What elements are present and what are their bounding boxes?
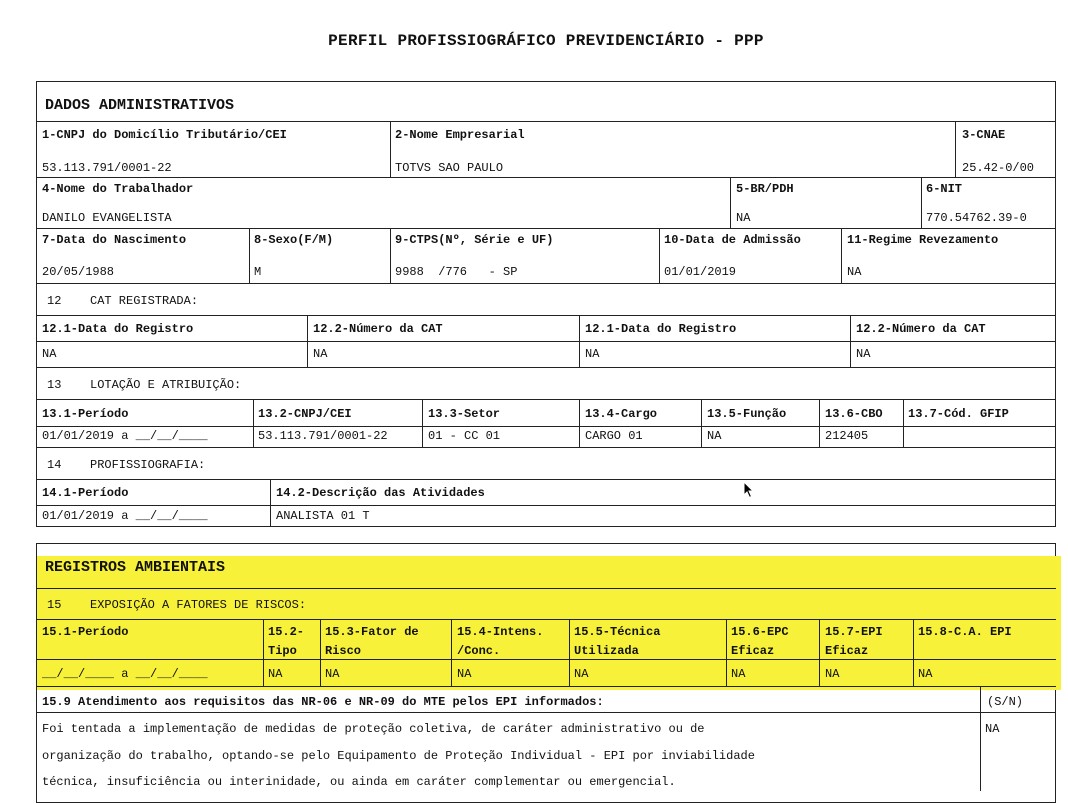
cat-registration-date-value: NA <box>42 347 57 361</box>
section-12-title: CAT REGISTRADA: <box>90 294 199 308</box>
ctps-label: 9-CTPS(Nº, Série e UF) <box>395 233 554 247</box>
nit-label: 6-NIT <box>926 182 963 196</box>
yes-no-label: (S/N) <box>987 695 1024 709</box>
section-13-number: 13 <box>47 378 62 392</box>
cnpj-value: 53.113.791/0001-22 <box>42 161 172 175</box>
technique-label-line2: Utilizada <box>574 644 639 658</box>
sex-value: M <box>254 265 262 279</box>
epc-effective-value: NA <box>731 667 746 681</box>
company-name-value: TOTVS SAO PAULO <box>395 161 504 175</box>
allocation-cnpj-value: 53.113.791/0001-22 <box>258 429 388 443</box>
cnae-value: 25.42-0/00 <box>962 161 1035 175</box>
cnpj-label: 1-CNPJ do Domicílio Tributário/CEI <box>42 128 287 142</box>
section-13-title: LOTAÇÃO E ATRIBUIÇÃO: <box>90 378 242 392</box>
cat-number-value: NA <box>313 347 328 361</box>
risk-factor-value: NA <box>325 667 340 681</box>
mouse-pointer-icon <box>743 481 755 499</box>
admission-date-value: 01/01/2019 <box>664 265 737 279</box>
epi-ca-label: 15.8-C.A. EPI <box>918 625 1012 639</box>
statement-line-1: Foi tentada a implementação de medidas de proteção coletiva, de caráter administrativo ou de <box>42 722 705 736</box>
technique-label-line1: 15.5-Técnica <box>574 625 661 639</box>
risk-factor-label-line1: 15.3-Fator de <box>325 625 419 639</box>
section-15-number: 15 <box>47 598 62 612</box>
cbo-label: 13.6-CBO <box>825 407 883 421</box>
gfip-code-label: 13.7-Cód. GFIP <box>908 407 1009 421</box>
worker-name-label: 4-Nome do Trabalhador <box>42 182 194 196</box>
intensity-label-line2: /Conc. <box>457 644 501 658</box>
activity-description-value: ANALISTA 01 T <box>276 509 370 523</box>
epc-effective-label-line1: 15.6-EPC <box>731 625 789 639</box>
br-pdh-value: NA <box>736 211 751 225</box>
epi-effective-label-line2: Eficaz <box>825 644 869 658</box>
nr-requirements-label: 15.9 Atendimento aos requisitos das NR-06 e NR-09 do MTE pelos EPI informados: <box>42 695 604 709</box>
statement-line-2: organização do trabalho, optando-se pelo Equipamento de Proteção Individual - EPI por inviabilidade <box>42 749 755 763</box>
risk-period-label: 15.1-Período <box>42 625 129 639</box>
yes-no-value: NA <box>985 722 1000 736</box>
function-value: NA <box>707 429 722 443</box>
intensity-value: NA <box>457 667 472 681</box>
cnae-label: 3-CNAE <box>962 128 1006 142</box>
sex-label: 8-Sexo(F/M) <box>254 233 334 247</box>
birth-date-label: 7-Data do Nascimento <box>42 233 187 247</box>
sector-label: 13.3-Setor <box>428 407 501 421</box>
technique-value: NA <box>574 667 589 681</box>
sector-value: 01 - CC 01 <box>428 429 501 443</box>
risk-type-label-line2: Tipo <box>268 644 297 658</box>
allocation-period-label: 13.1-Período <box>42 407 129 421</box>
epi-effective-label-line1: 15.7-EPI <box>825 625 883 639</box>
section-14-title: PROFISSIOGRAFIA: <box>90 458 206 472</box>
birth-date-value: 20/05/1988 <box>42 265 115 279</box>
section-15-title: EXPOSIÇÃO A FATORES DE RISCOS: <box>90 598 307 612</box>
worker-name-value: DANILO EVANGELISTA <box>42 211 172 225</box>
shift-regime-label: 11-Regime Revezamento <box>847 233 999 247</box>
admin-heading: DADOS ADMINISTRATIVOS <box>45 97 235 114</box>
admission-date-label: 10-Data de Admissão <box>664 233 801 247</box>
professiography-period-value: 01/01/2019 a __/__/____ <box>42 509 208 523</box>
cat-registration-date-label: 12.1-Data do Registro <box>42 322 194 336</box>
cat-number-2-label: 12.2-Número da CAT <box>856 322 986 336</box>
epi-ca-value: NA <box>918 667 933 681</box>
br-pdh-label: 5-BR/PDH <box>736 182 794 196</box>
document-title: PERFIL PROFISSIOGRÁFICO PREVIDENCIÁRIO - PPP <box>328 32 764 50</box>
environmental-heading: REGISTROS AMBIENTAIS <box>45 559 226 576</box>
risk-factor-label-line2: Risco <box>325 644 362 658</box>
cat-number-2-value: NA <box>856 347 871 361</box>
function-label: 13.5-Função <box>707 407 787 421</box>
shift-regime-value: NA <box>847 265 862 279</box>
section-12-number: 12 <box>47 294 62 308</box>
cat-number-label: 12.2-Número da CAT <box>313 322 443 336</box>
cat-registration-date-2-label: 12.1-Data do Registro <box>585 322 737 336</box>
allocation-cnpj-label: 13.2-CNPJ/CEI <box>258 407 352 421</box>
intensity-label-line1: 15.4-Intens. <box>457 625 544 639</box>
company-name-label: 2-Nome Empresarial <box>395 128 525 142</box>
cat-registration-date-2-value: NA <box>585 347 600 361</box>
allocation-period-value: 01/01/2019 a __/__/____ <box>42 429 208 443</box>
epc-effective-label-line2: Eficaz <box>731 644 775 658</box>
epi-effective-value: NA <box>825 667 840 681</box>
position-label: 13.4-Cargo <box>585 407 658 421</box>
activity-description-label: 14.2-Descrição das Atividades <box>276 486 485 500</box>
ctps-value: 9988 /776 - SP <box>395 265 518 279</box>
position-value: CARGO 01 <box>585 429 643 443</box>
risk-period-value: __/__/____ a __/__/____ <box>42 667 208 681</box>
risk-type-label-line1: 15.2- <box>268 625 305 639</box>
professiography-period-label: 14.1-Período <box>42 486 129 500</box>
statement-line-3: técnica, insuficiência ou interinidade, ou ainda em caráter complementar ou emergencial. <box>42 775 676 789</box>
risk-type-value: NA <box>268 667 283 681</box>
section-14-number: 14 <box>47 458 62 472</box>
cbo-value: 212405 <box>825 429 869 443</box>
nit-value: 770.54762.39-0 <box>926 211 1027 225</box>
